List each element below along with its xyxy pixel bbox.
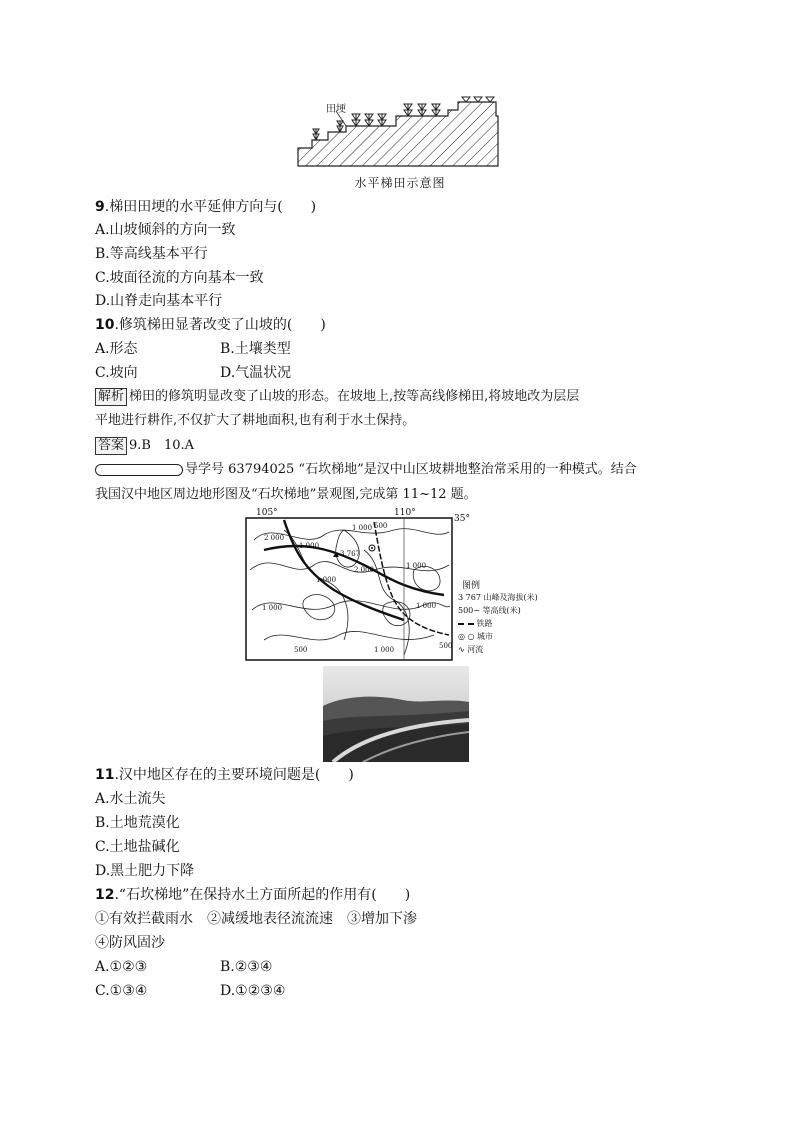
q10-stem: 10.修筑梯田显著改变了山坡的( ) [95,317,326,333]
q9-option-b: B.等高线基本平行 [95,246,208,262]
q11-stem: 11.汉中地区存在的主要环境问题是( ) [95,767,354,783]
q12-stem: 12.“石坎梯地”在保持水土方面所起的作用有( ) [95,887,411,903]
answer-line: 答案 9.B 10.A [95,436,194,456]
map-contour-label: 1 000 [416,602,437,610]
map-lat: 35° [454,514,470,524]
map-lon-right: 110° [394,508,416,518]
q9-option-c: C.坡面径流的方向基本一致 [95,270,264,286]
q11-option-b: B.土地荒漠化 [95,815,180,831]
q12-option-b: B.②③④ [220,959,273,975]
map-contour-label: 500 [374,522,388,530]
q12-option-c: C.①③④ [95,983,148,999]
q12-items1: ①有效拦截雨水 ②减缓地表径流流速 ③增加下渗 [95,911,417,927]
figure1-caption: 水平梯田示意图 [354,176,446,190]
legend-city: ◎ ○ 城市 [458,632,494,641]
map-contour-label: 1 000 [406,562,427,570]
q12-option-a: A.①②③ [95,959,148,975]
map-contour-label: 500 [294,646,308,654]
legend-title: 图例 [462,581,481,591]
q10-option-d: D.气温状况 [220,365,292,381]
map-contour-label: 2 000 [354,566,375,574]
q12-option-d: D.①②③④ [220,983,286,999]
q9-option-d: D.山脊走向基本平行 [95,293,223,309]
q9-option-a: A.山坡倾斜的方向一致 [95,222,236,238]
map-contour-label: 1 000 [374,646,395,654]
q9-stem: 9.梯田田埂的水平延伸方向与( ) [95,199,317,215]
map-contour-label: 500 [439,642,453,650]
q11-option-a: A.水土流失 [95,791,166,807]
q12-items2: ④防风固沙 [95,935,165,951]
analysis-tag: 解析 [95,388,127,406]
map-contour-label: 1 000 [316,576,337,584]
map-svg [244,510,564,662]
q10-option-b: B.土壤类型 [220,341,291,357]
legend-river: ∿ 河流 [458,645,484,654]
analysis-line2: 平地进行耕作,不仅扩大了耕地面积,也有利于水土保持。 [95,413,416,428]
legend-contour: 500~ 等高线(米) [458,606,521,615]
intro-line1: 导学号 63794025 “石坎梯地”是汉中山区坡耕地整治常采用的一种模式。结合 [95,460,637,480]
map-lon-left: 105° [256,508,278,518]
map-contour-label: 1 000 [299,542,320,550]
q11-option-c: C.土地盐碱化 [95,839,180,855]
q11-option-d: D.黑土肥力下降 [95,863,195,879]
legend-railway: 铁路 [458,618,493,629]
answer-tag: 答案 [95,437,127,455]
legend-peak: 3 767 山峰及海拔(米) [458,593,538,602]
map-peak: 3 767 [340,550,361,558]
terrace-label: 田埂 [326,104,346,115]
intro-line2: 我国汉中地区周边地形图及“石坎梯地”景观图,完成第 11~12 题。 [95,487,477,502]
map-contour-label: 2 000 [264,534,285,542]
tag-pill [95,464,183,476]
analysis-line1: 解析 梯田的修筑明显改变了山坡的形态。在坡地上,按等高线修梯田,将坡地改为层层 [95,387,579,407]
topographic-map [244,510,564,662]
q10-option-a: A.形态 [95,341,138,357]
q10-option-c: C.坡向 [95,365,138,381]
terrace-landscape-photo [323,666,469,762]
map-contour-label: 1 000 [352,524,373,532]
map-contour-label: 1 000 [262,604,283,612]
